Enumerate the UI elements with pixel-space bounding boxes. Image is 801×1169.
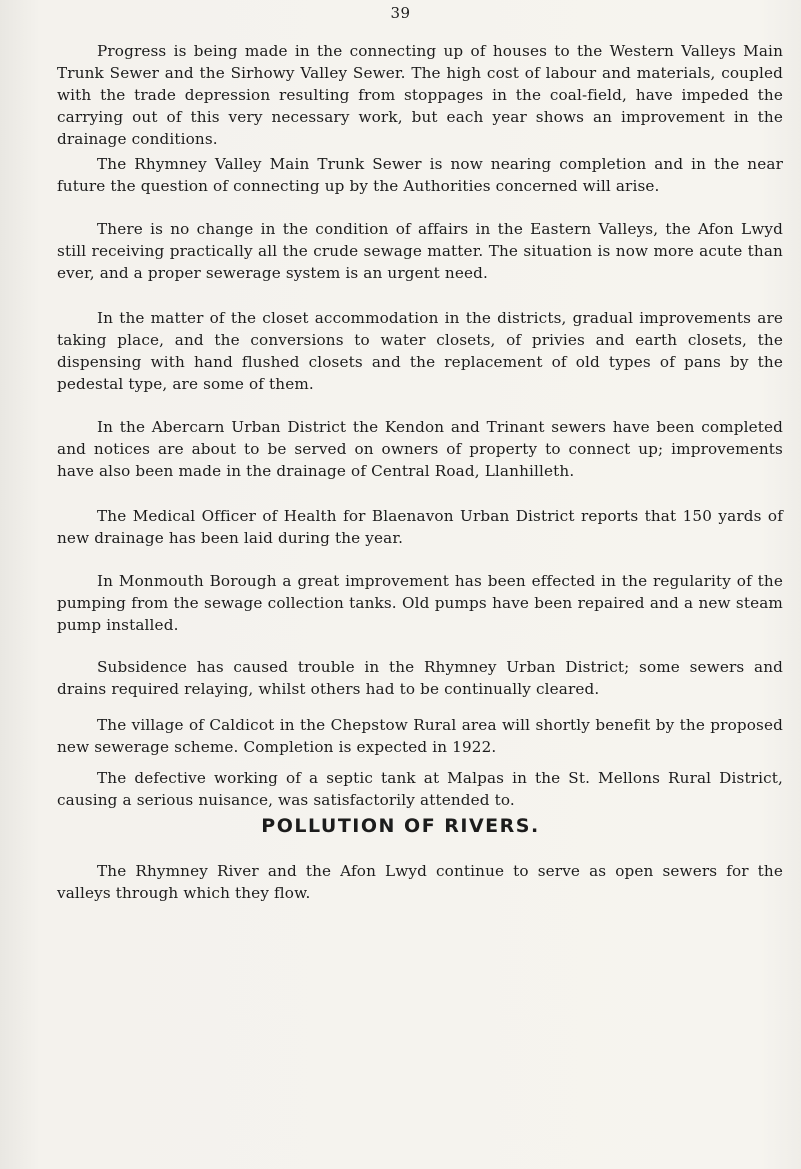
paragraph-eastern-valleys: There is no change in the condition of affairs in the Eastern Valleys, the Afon Lwyd still receiving practically all the crude sewage matter. The situation is now more acute than ever, and a proper sewerage system is an urgent need. <box>57 220 783 282</box>
paragraph-pollution-of-rivers: The Rhymney River and the Afon Lwyd continue to serve as open sewers for the valleys through which they flow. <box>57 862 783 902</box>
section-heading: POLLUTION OF RIVERS. <box>261 815 540 837</box>
page-number: 39 <box>390 4 411 22</box>
paragraph-rhymney-trunk-sewer: The Rhymney Valley Main Trunk Sewer is now nearing completion and in the near future the question of connecting up by the Authorities concerned will arise. <box>57 155 783 195</box>
paragraph-caldicot: The village of Caldicot in the Chepstow Rural area will shortly benefit by the proposed new sewerage scheme. Completion is expected in 1922. <box>57 716 783 756</box>
paragraph-malpas: The defective working of a septic tank at Malpas in the St. Mellons Rural District, causing a serious nuisance, was satisfactorily attended to. <box>57 769 783 809</box>
paragraph-abercarn: In the Abercarn Urban District the Kendon and Trinant sewers have been completed and notices are about to be served on owners of property to connect up; improvements have also been made in the drainage of Central Road, Llanhilleth. <box>57 418 783 480</box>
paragraph-monmouth: In Monmouth Borough a great improvement has been effected in the regularity of the pumping from the sewage collection tanks. Old pumps have been repaired and a new steam pump installed. <box>57 572 783 634</box>
paragraph-blaenavon: The Medical Officer of Health for Blaenavon Urban District reports that 150 yards of new drainage has been laid during the year. <box>57 507 783 547</box>
paragraph-western-valleys: Progress is being made in the connecting up of houses to the Western Valleys Main Trunk Sewer and the Sirhowy Valley Sewer. The high cost of labour and materials, coupled with the trade depression resulting from stoppages in the coal-field, have impeded the carrying out of this very necessary work, but each year shows an improvement in the drainage conditions. <box>57 42 783 148</box>
paragraph-rhymney-subsidence: Subsidence has caused trouble in the Rhymney Urban District; some sewers and drains required relaying, whilst others had to be continually cleared. <box>57 658 783 698</box>
paragraph-closet-accommodation: In the matter of the closet accommodation in the districts, gradual improvements are taking place, and the conversions to water closets, of privies and earth closets, the dispensing with hand flushed closets and the replacement of old types of pans by the pedestal type, are some of them. <box>57 309 783 393</box>
